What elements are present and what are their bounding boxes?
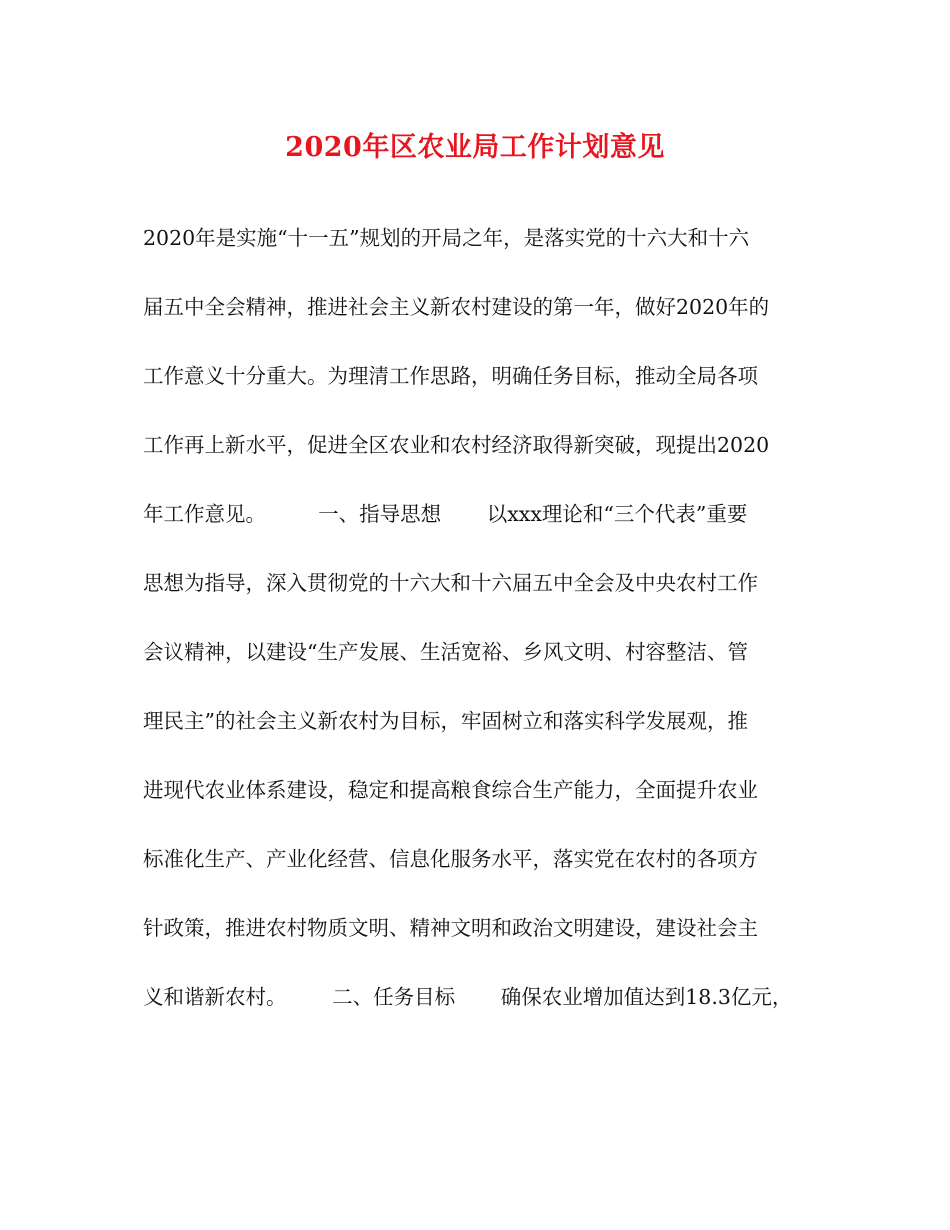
body-line-5: 年工作意见。 一、指导思想 以xxx理论和“三个代表”重要 xyxy=(143,502,748,526)
body-line-11: 针政策，推进农村物质文明、精神文明和政治文明建设，建设社会主 xyxy=(143,916,758,940)
document-title: 2020年区农业局工作计划意见 xyxy=(285,132,665,163)
body-line-8: 理民主”的社会主义新农村为目标，牢固树立和落实科学发展观，推 xyxy=(143,709,748,733)
body-line-1: 2020年是实施“十一五”规划的开局之年，是落实党的十六大和十六 xyxy=(143,226,750,250)
body-line-4: 工作再上新水平，促进全区农业和农村经济取得新突破，现提出2020 xyxy=(143,433,770,457)
body-line-7: 会议精神，以建设“生产发展、生活宽裕、乡风文明、村容整洁、管 xyxy=(143,640,748,664)
body-line-3: 工作意义十分重大。为理清工作思路，明确任务目标，推动全局各项 xyxy=(143,364,758,388)
body-line-2: 届五中全会精神，推进社会主义新农村建设的第一年，做好2020年的 xyxy=(143,295,770,319)
body-line-12: 义和谐新农村。 二、任务目标 确保农业增加值达到18.3亿元， xyxy=(143,985,793,1009)
body-line-9: 进现代农业体系建设，稳定和提高粮食综合生产能力，全面提升农业 xyxy=(143,778,758,802)
body-line-6: 思想为指导，深入贯彻党的十六大和十六届五中全会及中央农村工作 xyxy=(143,571,758,595)
body-line-10: 标准化生产、产业化经营、信息化服务水平，落实党在农村的各项方 xyxy=(143,847,758,871)
